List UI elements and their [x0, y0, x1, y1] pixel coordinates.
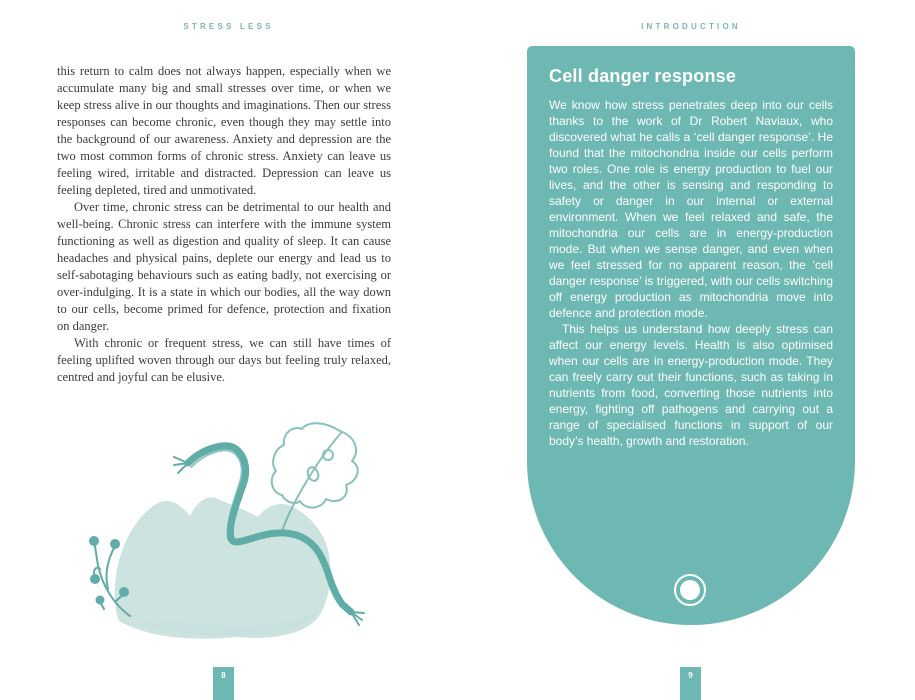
body-text: [57, 63, 391, 386]
paragraph: this return to calm does not always happen, especially when we accumulate many big and small stresses over time, or when we keep stress alive in our thoughts and imaginations. Then our stress responses can become chronic, even though they may settle into the background of our awareness. Anxiety and depression are the two most common forms of chronic stress. Anxiety can leave us feeling wired, irritable and distracted. Depression can leave us feeling depleted, tired and unmotivated.: [57, 64, 391, 197]
page-number: 8: [221, 671, 226, 680]
info-panel: [527, 46, 855, 625]
panel-body: [549, 97, 833, 449]
circle-dot: [680, 580, 700, 600]
paragraph: With chronic or frequent stress, we can still have times of feeling uplifted woven through our days but feeling truly relaxed, centred and joyful can be elusive.: [57, 336, 391, 384]
paragraph: This helps us understand how deeply stress can affect our energy levels. Health is also optimised when our cells are in energy-production mode. They can freely carry out their functions, such as taking in nutrients from food, converting those nutrients into energy, fighting off pathogens and carrying out a range of specialised functions in support of our body’s health, growth and restoration.: [549, 321, 833, 448]
bush-icon: [115, 497, 331, 638]
page-tab: [680, 667, 701, 700]
paragraph: Over time, chronic stress can be detrimental to our health and well-being. Chronic stress can interfere with the immune system functioning as well as digestion and quality of sleep. It can cause headaches and physical pains, deplete our energy and lead us to self-sabotaging behaviours such as eating badly, not exercising or over-indulging. It is a state in which our bodies, all the way down to our cells, become primed for defence, protection and fixation on danger.: [57, 200, 391, 333]
botanical-illustration: [70, 413, 390, 675]
page-tab: [213, 667, 234, 700]
running-head-right: INTRODUCTION: [641, 22, 741, 31]
panel-title: Cell danger response: [549, 66, 737, 86]
page-number: 9: [688, 671, 693, 680]
paragraph: We know how stress penetrates deep into our cells thanks to the work of Dr Robert Naviaux, who discovered what he calls a ‘cell danger response’. He found that the mitochondria inside our cells perform two roles. One role is energy production to fuel our lives, and the other is sensing and responding to safety or danger in our internal or external environment. When we feel relaxed and safe, the mitochondria our cells are in energy-production mode. But when we sense danger, and even when we feel stressed for no apparent reason, the ‘cell danger response’ is triggered, with our cells switching off energy production as mitochondria move into defence and protection mode.: [549, 97, 833, 320]
running-head-left: STRESS LESS: [183, 22, 274, 31]
decorative-circle-icon: [674, 574, 706, 606]
